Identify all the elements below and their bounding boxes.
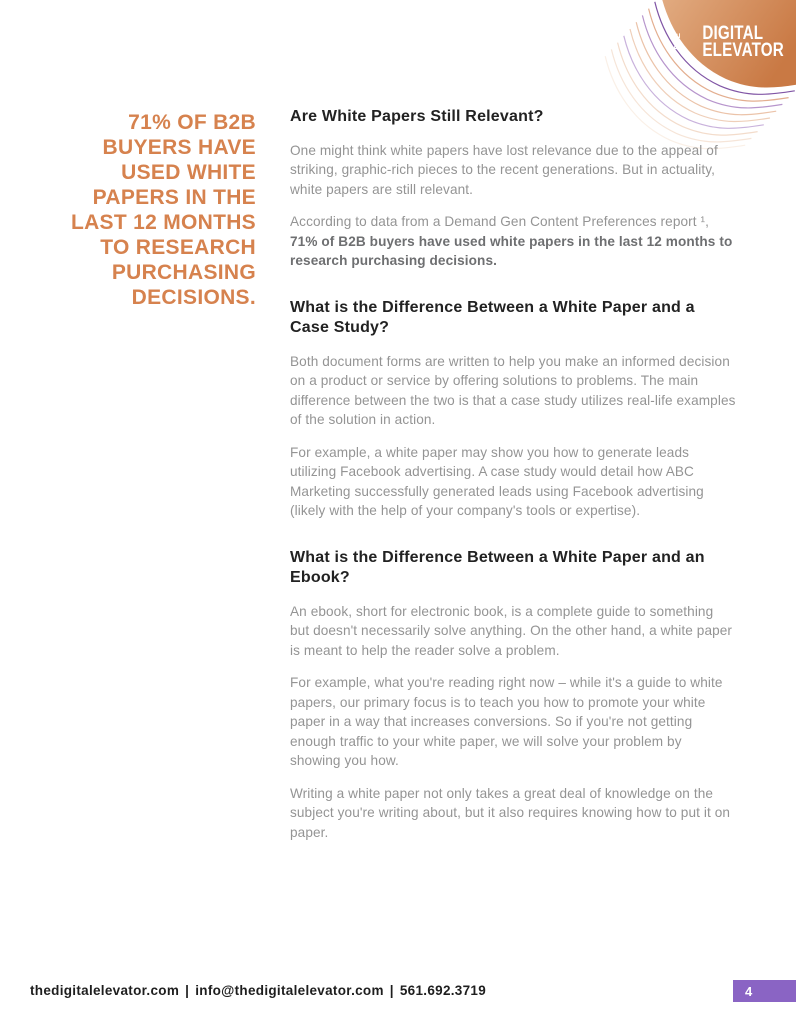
section-heading: What is the Difference Between a White Paper and a Case Study?: [290, 298, 695, 336]
pull-quote-line: LAST 12 MONTHS: [70, 211, 256, 234]
logo-the-label: THE: [673, 32, 683, 51]
section-white-paper-vs-case-study: [290, 298, 736, 521]
section-heading: Are White Papers Still Relevant?: [290, 108, 544, 125]
paragraph-run: For example, what you're reading right now – while it's a guide to white papers, our primary focus is to teach you how to promote your white paper in a way that increases conversions. So if you're not getting enough traffic to your white paper, we will solve your problem by showing you how.: [290, 675, 723, 768]
paragraph: [290, 352, 736, 430]
pull-quote-line: USED WHITE: [121, 161, 256, 184]
paragraph: [290, 141, 736, 200]
paragraph: [290, 602, 736, 661]
section-are-white-papers-still-relevant: [290, 107, 736, 271]
paragraph-run: For example, a white paper may show you how to generate leads utilizing Facebook advertising. A case study would detail how ABC Marketing successfully generated leads using Facebook advertising (likely with the help of your company's tools or expertise).: [290, 444, 704, 518]
article-column: [290, 107, 736, 842]
paragraph: [290, 673, 736, 771]
section-white-paper-vs-ebook: [290, 548, 736, 843]
footer-website: thedigitalelevator.com: [30, 983, 180, 998]
paragraph-run: An ebook, short for electronic book, is a complete guide to something but doesn't necessarily solve anything. On the other hand, a white paper is meant to help the reader solve a problem.: [290, 603, 733, 658]
footer-phone: 561.692.3719: [399, 983, 487, 998]
paragraph-run: Both document forms are written to help you make an informed decision on a product or service by offering solutions to problems. The main difference between the two is that a case study utilizes real-life examples of the solution in action.: [290, 353, 736, 427]
paragraph: [290, 443, 736, 521]
pull-quote-line: PURCHASING: [111, 261, 256, 284]
pull-quote-line: DECISIONS.: [131, 286, 256, 309]
logo-line-elevator: ELEVATOR: [702, 40, 784, 61]
pull-quote-line: 71% OF B2B: [128, 111, 256, 134]
paragraph-run: One might think white papers have lost relevance due to the appeal of striking, graphic-rich pieces to the recent generations. But in actuality, white papers are still relevant.: [290, 142, 718, 197]
footer-separator: |: [389, 983, 394, 998]
footer-separator: |: [185, 983, 190, 998]
pull-quote-line: TO RESEARCH: [100, 236, 256, 259]
footer-email: info@thedigitalelevator.com: [195, 983, 384, 998]
paragraph-run-bold: 71% of B2B buyers have used white papers in the last 12 months to research purchasing decisions.: [290, 233, 733, 268]
pull-quote-line: BUYERS HAVE: [102, 136, 256, 159]
logo-line-digital: DIGITAL: [702, 23, 764, 44]
paragraph-run: According to data from a Demand Gen Content Preferences report ¹,: [290, 214, 710, 229]
page-number-badge: [733, 980, 796, 1002]
pull-quote-line: PAPERS IN THE: [92, 186, 256, 209]
pull-quote: [28, 110, 256, 310]
paragraph-run: Writing a white paper not only takes a great deal of knowledge on the subject you're writing about, but it also requires knowing how to put it on paper.: [290, 785, 731, 840]
section-heading: What is the Difference Between a White Paper and an Ebook?: [290, 548, 705, 586]
brand-logo: [673, 23, 784, 61]
footer-contact-line: [30, 983, 486, 998]
page-number: 4: [745, 983, 753, 999]
paragraph: [290, 212, 736, 271]
paragraph: [290, 784, 736, 843]
